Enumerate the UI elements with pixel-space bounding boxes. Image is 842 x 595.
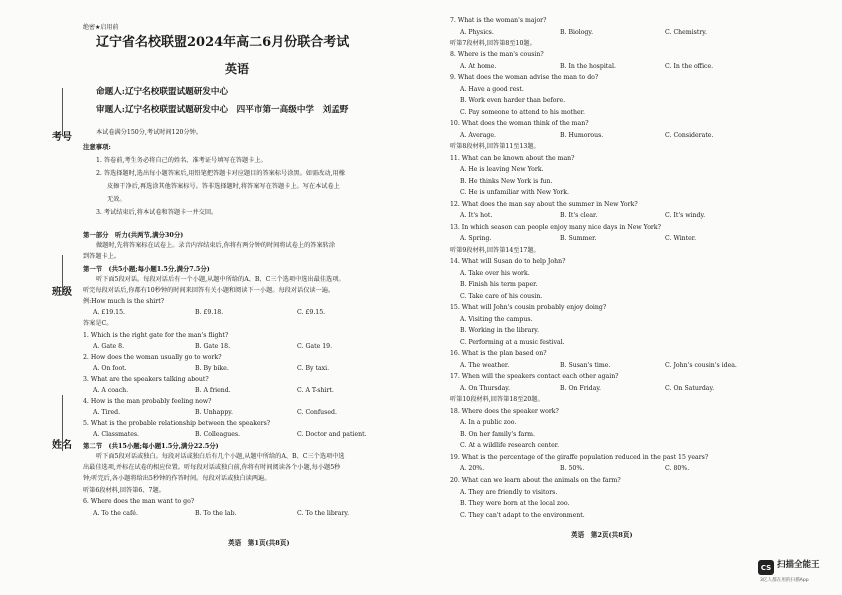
q14-option-c: C. Take care of his cousin. (460, 293, 543, 300)
confidential-mark: 绝密★启用前 (83, 24, 119, 31)
question-18: 18. Where does the speaker work? (450, 408, 559, 415)
note-2a: 2. 答选择题时,选出每小题答案后,用铅笔把答题卡对应题目的答案标号涂黑。如需改动,用橡 (96, 170, 345, 177)
q11-option-a: A. He is leaving New York. (460, 166, 544, 173)
q8-option-a: A. At home. (460, 63, 497, 70)
question-8: 8. Where is the man's cousin? (450, 51, 544, 58)
q9-option-a: A. Have a good rest. (460, 86, 524, 93)
example-answer: 答案是C。 (83, 320, 113, 327)
question-5: 5. What is the probable relationship between the speakers? (83, 420, 271, 427)
question-7: 7. What is the woman's major? (450, 17, 547, 24)
q9-option-c: C. Pay someone to attend to his mother. (460, 109, 585, 116)
note-2b: 皮擦干净后,再选涂其他答案标号。答非选择题时,将答案写在答题卡上。写在本试卷上 (107, 183, 340, 190)
question-12: 12. What does the man say about the summer in New York? (450, 201, 638, 208)
q2-option-c: C. By taxi. (297, 365, 330, 372)
q18-option-c: C. At a wildlife research center. (460, 442, 560, 449)
q19-option-c: C. 80%. (665, 465, 690, 472)
q18-option-a: A. In a public zoo. (460, 419, 517, 426)
question-14: 14. What will Susan do to help John? (450, 258, 566, 265)
question-16: 16. What is the plan based on? (450, 350, 547, 357)
q2-option-a: A. On foot. (93, 365, 127, 372)
q13-option-a: A. Spring. (460, 235, 492, 242)
q6-option-a: A. To the café. (93, 510, 138, 517)
question-20: 20. What can we learn about the animals on the farm? (450, 477, 621, 484)
q11-option-c: C. He is unfamiliar with New York. (460, 189, 569, 196)
q20-option-c: C. They can't adapt to the environment. (460, 512, 585, 519)
question-1: 1. Which is the right gate for the man's flight? (83, 332, 229, 339)
q15-option-a: A. Visiting the campus. (460, 316, 533, 323)
question-10: 10. What does the woman think of the man? (450, 120, 589, 127)
q18-option-b: B. On her family's farm. (460, 431, 535, 438)
example-option-c: C. £9.15. (297, 309, 326, 316)
q20-option-b: B. They were born at the local zoo. (460, 500, 570, 507)
q20-option-a: A. They are friendly to visitors. (460, 489, 558, 496)
section2-instr-3: 钟;听完后,各小题将给出5秒钟的作答时间。每段对话或独白读两遍。 (83, 475, 271, 482)
note-1: 1. 答卷前,考生务必将自己的姓名、准考证号填写在答题卡上。 (96, 157, 267, 164)
q4-option-c: C. Confused. (297, 409, 337, 416)
section1-instr-1: 听下面5段对话。每段对话后有一个小题,从题中所给的A、B、C三个选项中选出最佳选项。 (96, 276, 345, 283)
note-2c: 无效。 (107, 196, 126, 203)
scanner-app-name: 扫描全能王 (777, 560, 820, 570)
q16-option-b: B. Susan's time. (560, 362, 611, 369)
q13-option-b: B. Summer. (560, 235, 597, 242)
scanner-tagline: 3亿人都在用的扫描App (760, 578, 809, 583)
q3-option-a: A. A coach. (93, 387, 129, 394)
q6-option-c: C. To the library. (297, 510, 350, 517)
exam-info: 本试卷满分150分,考试时间120分钟。 (96, 129, 203, 136)
example-option-b: B. £9.18. (195, 309, 224, 316)
q1-option-b: B. Gate 18. (195, 343, 231, 350)
exam-number-line (62, 88, 63, 136)
q8-option-c: C. In the office. (665, 63, 714, 70)
question-13: 13. In which season can people enjoy many nice days in New York? (450, 224, 661, 231)
q19-option-a: A. 20%. (460, 465, 485, 472)
q11-option-b: B. He thinks New York is fun. (460, 178, 553, 185)
q7-option-b: B. Biology. (560, 29, 594, 36)
q1-option-a: A. Gate 8. (93, 343, 125, 350)
q5-option-a: A. Classmates. (93, 431, 140, 438)
q12-option-b: B. It's clear. (560, 212, 598, 219)
q17-option-a: A. On Thursday. (460, 385, 510, 392)
q1-option-c: C. Gate 19. (297, 343, 333, 350)
reviewer-line: 审题人:辽宁名校联盟试题研发中心 四平市第一高级中学 刘孟野 (96, 105, 349, 115)
q17-option-b: B. On Friday. (560, 385, 602, 392)
part1-intro-2: 到答题卡上。 (83, 253, 121, 260)
page-footer-left: 英语 第1页(共8页) (228, 539, 290, 547)
q5-option-b: B. Colleagues. (195, 431, 240, 438)
q7-option-c: C. Chemistry. (665, 29, 707, 36)
exam-number-label: 考号 (52, 132, 72, 143)
q14-option-b: B. Finish his term paper. (460, 281, 538, 288)
note-3: 3. 考试结束后,将本试卷和答题卡一并交回。 (96, 209, 218, 216)
question-17: 17. When will the speakers contact each other again? (450, 373, 619, 380)
section1-title: 第一节 (共5小题;每小题1.5分,满分7.5分) (83, 265, 210, 273)
question-2: 2. How does the woman usually go to work? (83, 354, 222, 361)
q4-option-b: B. Unhappy. (195, 409, 233, 416)
dialog10-heading: 听第10段材料,回答第18至20题。 (450, 396, 544, 403)
q3-option-b: B. A friend. (195, 387, 231, 394)
section2-instr-2: 出最佳选项,并标在试卷的相应位置。听每段对话或独白前,你将有时间阅读各个小题,每小题5秒 (83, 464, 341, 471)
exam-title: 辽宁省名校联盟2024年高二6月份联合考试 (96, 35, 350, 50)
q10-option-a: A. Average. (460, 132, 497, 139)
q2-option-b: B. By bike. (195, 365, 229, 372)
q5-option-c: C. Doctor and patient. (297, 431, 367, 438)
class-line (62, 255, 63, 295)
section2-title: 第二节 (共15小题;每小题1.5分,满分22.5分) (83, 442, 219, 450)
notes-heading: 注意事项: (83, 143, 111, 151)
question-19: 19. What is the percentage of the giraffe population reduced in the past 15 years? (450, 454, 709, 461)
question-3: 3. What are the speakers talking about? (83, 376, 209, 383)
question-4: 4. How is the man probably feeling now? (83, 398, 212, 405)
camscanner-logo-icon: CS (758, 560, 774, 575)
q13-option-c: C. Winter. (665, 235, 697, 242)
q7-option-a: A. Physics. (460, 29, 494, 36)
setter-line: 命题人:辽宁名校联盟试题研发中心 (96, 87, 229, 97)
q17-option-c: C. On Saturday. (665, 385, 715, 392)
example-option-a: A. £19.15. (93, 309, 126, 316)
dialog9-heading: 听第9段材料,回答第14至17题。 (450, 247, 540, 254)
class-label: 班级 (52, 287, 72, 298)
part1-intro-1: 做题时,先将答案标在试卷上。录音内容结束后,你将有两分钟的时间将试卷上的答案转涂 (96, 242, 336, 249)
q10-option-c: C. Considerate. (665, 132, 714, 139)
q8-option-b: B. In the hospital. (560, 63, 616, 70)
q16-option-a: A. The weather. (460, 362, 510, 369)
name-line (62, 395, 63, 451)
q12-option-c: C. It's windy. (665, 212, 706, 219)
part1-title: 第一部分 听力(共两节,满分30分) (83, 231, 184, 239)
dialog7-heading: 听第7段材料,回答第8至10题。 (450, 40, 536, 47)
example-question: 例:How much is the shirt? (83, 298, 165, 305)
q4-option-a: A. Tired. (93, 409, 121, 416)
q15-option-c: C. Performing at a music festival. (460, 339, 565, 346)
q3-option-c: C. A T-shirt. (297, 387, 334, 394)
name-label: 姓名 (52, 440, 72, 451)
question-11: 11. What can be known about the man? (450, 155, 575, 162)
question-15: 15. What will John's cousin probably enjoy doing? (450, 304, 607, 311)
q9-option-b: B. Work even harder than before. (460, 97, 566, 104)
q10-option-b: B. Humorous. (560, 132, 604, 139)
section2-instr-1: 听下面5段对话或独白。每段对话或独白后有几个小题,从题中所给的A、B、C三个选项中选 (96, 453, 345, 460)
q12-option-a: A. It's hot. (460, 212, 493, 219)
question-9: 9. What does the woman advise the man to do? (450, 74, 599, 81)
q14-option-a: A. Take over his work. (460, 270, 530, 277)
q19-option-b: B. 50%. (560, 465, 585, 472)
q15-option-b: B. Working in the library. (460, 327, 539, 334)
dialog6-heading: 听第6段材料,回答第6、7题。 (83, 487, 165, 494)
question-6: 6. Where does the man want to go? (83, 498, 195, 505)
q6-option-b: B. To the lab. (195, 510, 237, 517)
page-footer-right: 英语 第2页(共8页) (571, 531, 633, 539)
dialog8-heading: 听第8段材料,回答第11至13题。 (450, 143, 540, 150)
subject-title: 英语 (225, 62, 250, 76)
section1-instr-2: 听完每段对话后,你都有10秒钟的时间来回答有关小题和阅读下一小题。每段对话仅读一遍。 (83, 287, 335, 294)
q16-option-c: C. John's cousin's idea. (665, 362, 737, 369)
